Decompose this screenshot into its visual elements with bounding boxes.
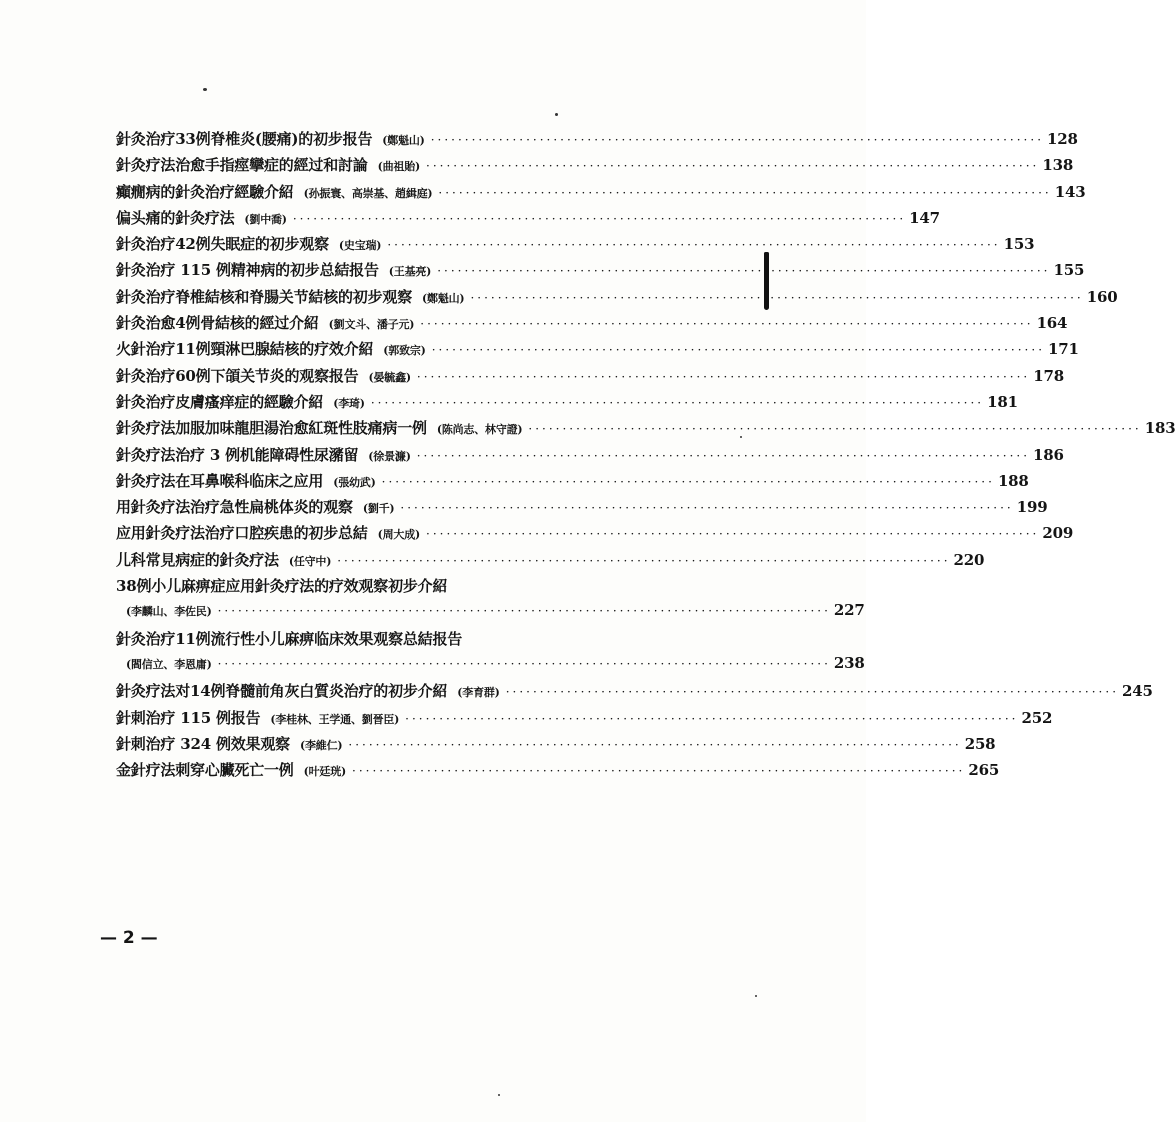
toc-entry-author: (張幼武) [333,475,376,489]
toc-entry-title: 癲癇病的針灸治疗經驗介紹 [116,182,294,201]
toc-entry [116,391,1018,417]
toc-entry-author: (陈尚志、林守證) [436,423,523,437]
toc-entry [116,628,664,654]
toc-entry-page: 164 [1036,314,1068,333]
toc-entry [116,575,664,601]
dot-leader [420,317,1033,331]
toc-entry-author: (閻信立、李恩庸) [126,657,212,671]
toc-entry-page: 178 [1033,366,1064,385]
toc-entry [116,312,1068,338]
toc-entry-title: 針灸疗法对14例脊髓前角灰白質炎治疗的初步介紹 [116,682,448,701]
toc-entry-author: (李琦) [333,396,365,410]
toc-entry-title: 針灸治疗42例失眠症的初步观察 [116,235,329,254]
dot-leader [417,370,1030,384]
toc-entry [116,338,1079,364]
dot-leader [352,764,965,778]
toc-entry-title: 儿科常見病症的針灸疗法 [116,550,279,569]
toc-entry-author: (叶廷珖) [303,765,347,779]
toc-entry-page: 220 [953,550,985,569]
toc-entry-author: (李維仁) [299,738,343,752]
toc-entry [116,286,1118,312]
toc-entry-page: 155 [1053,261,1085,280]
toc-entry [116,207,940,233]
dot-leader [348,738,961,752]
toc-entry-author: (徐景濂) [368,449,411,463]
toc-entry-title: 針灸疗法在耳鼻喉科临床之应用 [116,471,324,490]
toc-entry [116,522,1074,548]
dot-leader [218,604,831,618]
toc-entry [116,417,1175,443]
toc-entry-author: (李麟山、李佐民) [126,605,212,619]
toc-entry-title: 38例小儿麻痹症应用針灸疗法的疗效观察初步介紹 [116,577,448,596]
toc-entry-title: 針刺治疗 324 例效果观察 [116,734,290,753]
toc-entry-page: 183 [1144,419,1175,438]
toc-entry-title: 偏头痛的針灸疗法 [116,208,235,227]
toc-entry-author: (晏毓鑫) [368,370,411,384]
toc-entry-author: (劉千) [362,502,395,516]
toc-entry [116,733,996,759]
toc-entry-author: (曲祖貽) [377,160,421,174]
toc-entry-title: 火針治疗11例頸淋巴腺結核的疗效介紹 [116,340,374,359]
margin-ink-mark [764,252,769,310]
toc-entry [116,128,1078,154]
toc-entry-author: (任守中) [288,554,332,568]
toc-entry [116,233,1035,259]
toc-entry-title: 針灸疗法治疗 3 例机能障碍性尿瀦留 [116,445,359,464]
toc-entry-title: 針灸治疗33例脊椎炎(腰痛)的初步报告 [116,130,373,148]
toc-entry-page: 147 [909,208,940,227]
toc-entry [116,154,1074,180]
page-number: — 2 — [100,928,158,948]
toc-entry-page: 171 [1048,340,1079,359]
toc-entry-author: (鄭魁山) [422,291,465,305]
toc-entry [116,707,1053,733]
toc-entry-author: (周大成) [377,528,421,542]
toc-entry-page: 138 [1042,156,1074,175]
toc-entry-title: 应用針灸疗法治疗口腔疾患的初步总結 [116,524,368,543]
toc-entry-title: 針灸疗法治愈手指痙攣症的經过和討論 [116,156,368,175]
dot-leader [400,501,1013,515]
toc-entry-continuation [116,653,865,680]
toc-entry [116,549,985,575]
toc-entry [116,365,1064,391]
dot-leader [528,422,1141,436]
dot-leader [218,657,831,671]
toc-entry-title: 針灸疗法加服加味龍胆湯治愈紅斑性肢痛病一例 [116,419,427,438]
dot-leader [426,527,1039,541]
toc-entry-author: (王基亮) [388,265,432,279]
dot-leader [431,133,1044,147]
dot-leader [293,212,906,226]
toc-entry-title: 針灸治疗 115 例精神病的初步总結报告 [116,261,379,280]
toc-entry-page: 258 [964,734,996,753]
toc-entry-title: 針灸治疗脊椎結核和脊腸关节結核的初步观察 [116,287,413,306]
toc-entry-page: 209 [1042,524,1074,543]
toc-entry-author: (劉文斗、潘子元) [328,318,415,332]
toc-entry [116,259,1085,285]
dot-leader [426,159,1039,173]
toc-entry-page: 160 [1086,287,1118,306]
toc-entry-page: 265 [968,761,1000,780]
dot-leader [506,685,1119,699]
dot-leader [437,264,1050,278]
dot-leader [470,291,1083,305]
toc-entry-page: 181 [987,392,1018,411]
toc-entry-author: (李育群) [457,686,500,700]
dot-leader [417,449,1030,463]
toc-entry-page: 252 [1021,708,1053,727]
dot-leader [405,712,1018,726]
ink-speck [498,1094,500,1096]
toc-entry-title: 用針灸疗法治疗急性扁桃体炎的观察 [116,498,353,517]
toc-entry [116,470,1029,496]
toc-entry-page: 186 [1033,445,1064,464]
toc-entry-page: 143 [1054,182,1086,201]
toc-entry-title: 針灸治疗60例下頜关节炎的观察报告 [116,366,359,385]
table-of-contents [116,128,1175,785]
dot-leader [337,554,950,568]
toc-entry-author: (史宝瑞) [338,239,382,253]
toc-entry-title: 針灸治疗皮膚瘙痒症的經驗介紹 [116,392,324,411]
ink-speck [203,88,207,91]
ink-speck [555,113,558,116]
toc-entry-author: (孙振寰、高崇基、趙緝庭) [303,186,433,200]
toc-entry-title: 針灸治疗11例流行性小儿麻痹临床效果观察总結报告 [116,629,463,648]
toc-entry-page: 238 [833,653,865,672]
toc-entry [116,444,1064,470]
toc-entry-page: 227 [833,601,865,620]
toc-entry-title: 針灸治愈4例骨結核的經过介紹 [116,314,319,333]
toc-entry-title: 金針疗法刺穿心臟死亡一例 [116,761,294,780]
toc-entry-author: (劉中喬) [244,212,287,226]
toc-entry-author: (郭致宗) [383,344,426,358]
toc-entry [116,759,1000,785]
toc-entry-author: (鄭魁山) [382,134,425,147]
toc-entry [116,496,1048,522]
ink-speck [740,436,742,438]
dot-leader [438,186,1051,200]
dot-leader [371,396,984,410]
toc-entry-page: 199 [1016,498,1048,517]
dot-leader [387,238,1000,252]
toc-entry-page: 188 [997,471,1029,490]
toc-entry-page: 128 [1047,130,1078,148]
toc-entry [116,680,1153,706]
dot-leader [382,475,995,489]
toc-entry-title: 針刺治疗 115 例报告 [116,708,261,727]
toc-entry [116,181,1086,207]
toc-entry-page: 153 [1003,235,1035,254]
dot-leader [432,343,1045,357]
toc-entry-author: (李桂林、王学通、劉晉臣) [270,712,400,726]
ink-speck [755,995,757,997]
toc-entry-continuation [116,601,865,627]
toc-entry-page: 245 [1122,682,1153,701]
